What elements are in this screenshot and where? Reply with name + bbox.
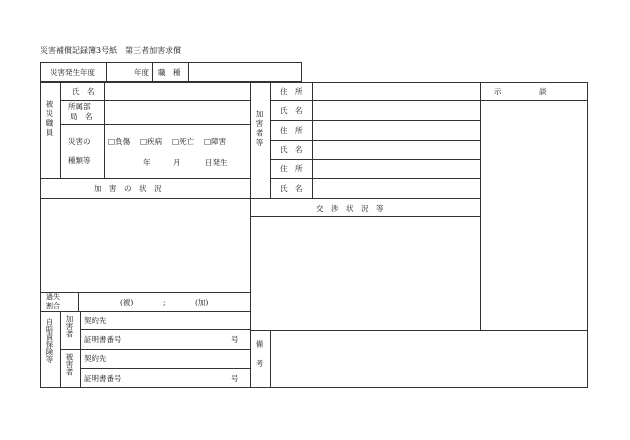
insurance-group-label: 自賠責保険等 xyxy=(45,318,54,363)
victim-contract-label: 契約先 xyxy=(84,354,107,363)
assailant-name-2-label: 氏 名 xyxy=(280,145,303,154)
occupation-input[interactable] xyxy=(189,63,301,81)
assailant-group-label: 加害者等 xyxy=(255,110,264,148)
negotiation-label: 交 渉 状 況 等 xyxy=(316,204,384,213)
victim-name-input[interactable] xyxy=(105,83,249,99)
assailant-cert-suffix: 号 xyxy=(231,335,239,344)
assailant-name-3-label: 氏 名 xyxy=(280,184,303,193)
assailant-cert-label: 証明書番号 xyxy=(84,335,122,344)
document-title: 災害補償記録簿3号紙 第三者加害求償 xyxy=(40,46,182,55)
assailant-address-3-label: 住 所 xyxy=(280,164,303,173)
date-month: 月 xyxy=(173,158,181,167)
settlement-textarea[interactable] xyxy=(481,101,587,329)
victim-name-label: 氏 名 xyxy=(72,87,95,96)
fault-label-2: 割合 xyxy=(46,302,60,310)
date-year: 年 xyxy=(143,158,151,167)
assailant-contract-label: 契約先 xyxy=(84,316,107,325)
year-label: 災害発生年度 xyxy=(50,68,95,77)
insurance-victim-label: 被害者 xyxy=(65,353,74,376)
fault-sep: ; xyxy=(163,298,166,307)
insurance-assailant-label: 加害者 xyxy=(65,315,74,338)
settlement-label: 示 談 xyxy=(494,87,547,96)
victim-group-label: 被災職員 xyxy=(45,100,54,138)
fault-label-1: 過失 xyxy=(46,293,60,301)
year-input[interactable] xyxy=(107,63,133,81)
victim-cert-label: 証明書番号 xyxy=(84,374,122,383)
assailant-inputs[interactable] xyxy=(313,83,479,197)
type-label-1: 災害の xyxy=(68,137,91,146)
negotiation-textarea[interactable] xyxy=(251,217,479,329)
remarks-textarea[interactable] xyxy=(271,331,587,387)
check-death[interactable]: □死亡 xyxy=(172,137,195,146)
occupation-label: 職 種 xyxy=(158,68,181,77)
assailant-address-2-label: 住 所 xyxy=(280,126,303,135)
assailant-address-1-label: 住 所 xyxy=(280,87,303,96)
type-label-2: 種類等 xyxy=(68,156,91,165)
year-suffix: 年度 xyxy=(134,68,149,77)
dept-input[interactable] xyxy=(105,101,249,123)
victim-cert-suffix: 号 xyxy=(231,374,239,383)
date-suffix: 日発生 xyxy=(205,158,228,167)
dept-label-1: 所属部 xyxy=(68,102,91,111)
situation-label: 加 害 の 状 況 xyxy=(94,184,162,193)
fault-victim[interactable]: (被) xyxy=(120,298,134,307)
remarks-label: 備考 xyxy=(255,340,264,379)
situation-textarea[interactable] xyxy=(41,199,249,291)
assailant-name-1-label: 氏 名 xyxy=(280,106,303,115)
dept-label-2: 局 名 xyxy=(70,112,93,121)
check-disability[interactable]: □障害 xyxy=(204,137,227,146)
check-injury[interactable]: □負傷 xyxy=(108,137,131,146)
fault-assailant[interactable]: (加) xyxy=(195,298,209,307)
check-illness[interactable]: □疾病 xyxy=(140,137,163,146)
